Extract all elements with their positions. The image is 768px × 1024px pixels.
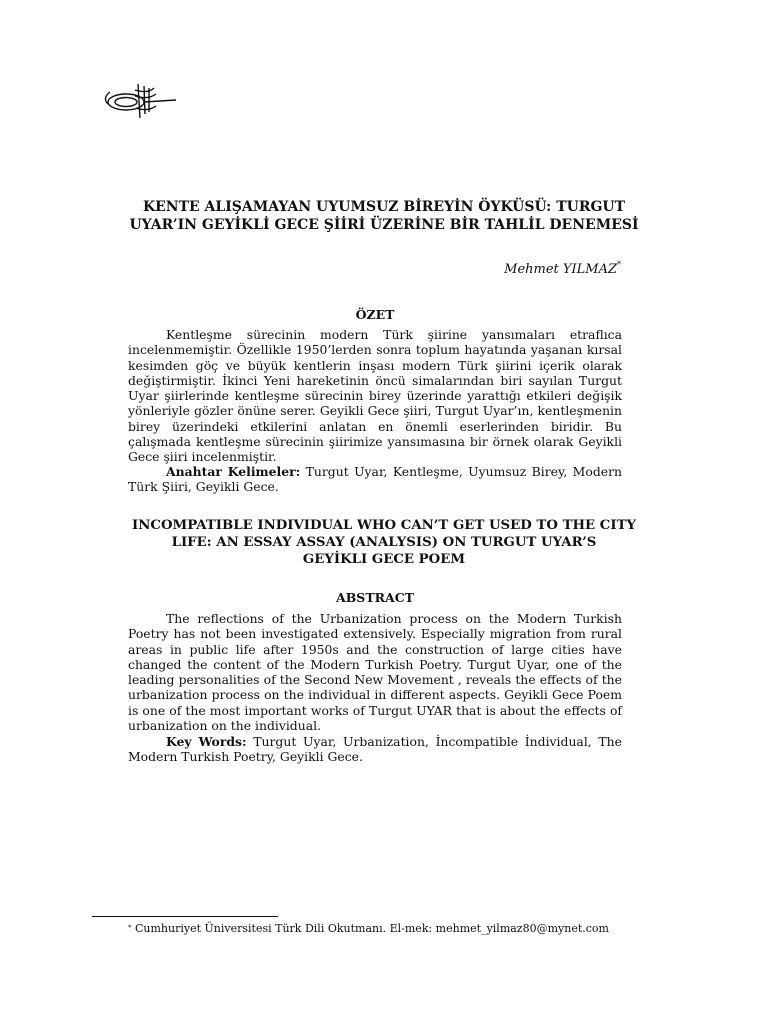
- footnote: [128, 922, 628, 936]
- anahtar-kelimeler: [128, 464, 622, 495]
- author-footnote-marker: *: [617, 260, 621, 269]
- anahtar-values: Turgut Uyar, Kentleşme, Uyumsuz Birey, Modern Türk Şiiri, Geyikli Gece.: [128, 464, 622, 495]
- title-en-line-1: INCOMPATIBLE INDIVIDUAL WHO CAN’T GET USED TO THE CITY: [132, 518, 636, 533]
- author-name: [504, 262, 621, 277]
- footnote-divider: [92, 916, 278, 917]
- ozet-paragraph: Kentleşme sürecinin modern Türk şiirine yansımaları etraflıca incelenmemiştir. Özellikle 1950’lerden sonra toplum hayatında yaşanan kırsal kesimden göç ve büyük kentlerin inşası modern Türk şiirini içerik olarak değiştirmiştir. İkinci Yeni hareketinin öncü simalarından biri sayılan Turgut Uyar şiirlerinde kentleşme sürecinin birey üzerinde yarattığı etkileri değişik yönleriyle gözler önüne serer. Geyikli Gece şiiri, Turgut Uyar’ın, kentleşmenin birey üzerindeki etkilerini anlatan en önemli eserlerinden biridir. Bu çalışmada kentleşme sürecinin şiirimize yansımasına bir örnek olarak Geyikli Gece şiiri incelenmiştir.: [128, 327, 622, 465]
- title-en-line-2: LIFE: AN ESSAY ASSAY (ANALYSIS) ON TURGUT UYAR’S: [171, 535, 597, 550]
- ozet-heading: ÖZET: [355, 307, 395, 322]
- abstract-paragraph: The reflections of the Urbanization process on the Modern Turkish Poetry has not been investigated extensively. Especially migration from rural areas in public life after 1950s and the construction of large cities have changed the content of the Modern Turkish Poetry. Turgut Uyar, one of the leading personalities of the Second New Movement , reveals the effects of the urbanization process on the individual in different aspects. Geyikli Gece Poem is one of the most important works of Turgut UYAR that is about the effects of urbanization on the individual.: [128, 611, 622, 734]
- title-tr-line-2: UYAR’IN GEYİKLİ GECE ŞİİRİ ÜZERİNE BİR TAHLİL DENEMESİ: [129, 217, 639, 233]
- article-title-tr: [120, 198, 648, 234]
- keywords-values: Turgut Uyar, Urbanization, İncompatible İndividual, The Modern Turkish Poetry, Geyikli Gece.: [128, 734, 622, 765]
- key-words: [128, 734, 622, 765]
- keywords-label: Key Words:: [166, 734, 247, 749]
- title-en-line-3: GEYİKLI GECE POEM: [302, 552, 466, 567]
- footnote-text: Cumhuriyet Üniversitesi Türk Dili Okutmanı. El-mek: mehmet_yilmaz80@mynet.com: [131, 922, 609, 935]
- anahtar-label: Anahtar Kelimeler:: [166, 464, 301, 479]
- abstract-heading: ABSTRACT: [336, 590, 414, 605]
- author-text: Mehmet YILMAZ: [504, 262, 617, 277]
- title-tr-line-1: KENTE ALIŞAMAYAN UYUMSUZ BİREYİN ÖYKÜSÜ: TURGUT: [142, 199, 626, 215]
- article-title-en: [120, 517, 648, 568]
- signature-seal-logo: [100, 78, 180, 120]
- footnote-marker: *: [128, 924, 132, 932]
